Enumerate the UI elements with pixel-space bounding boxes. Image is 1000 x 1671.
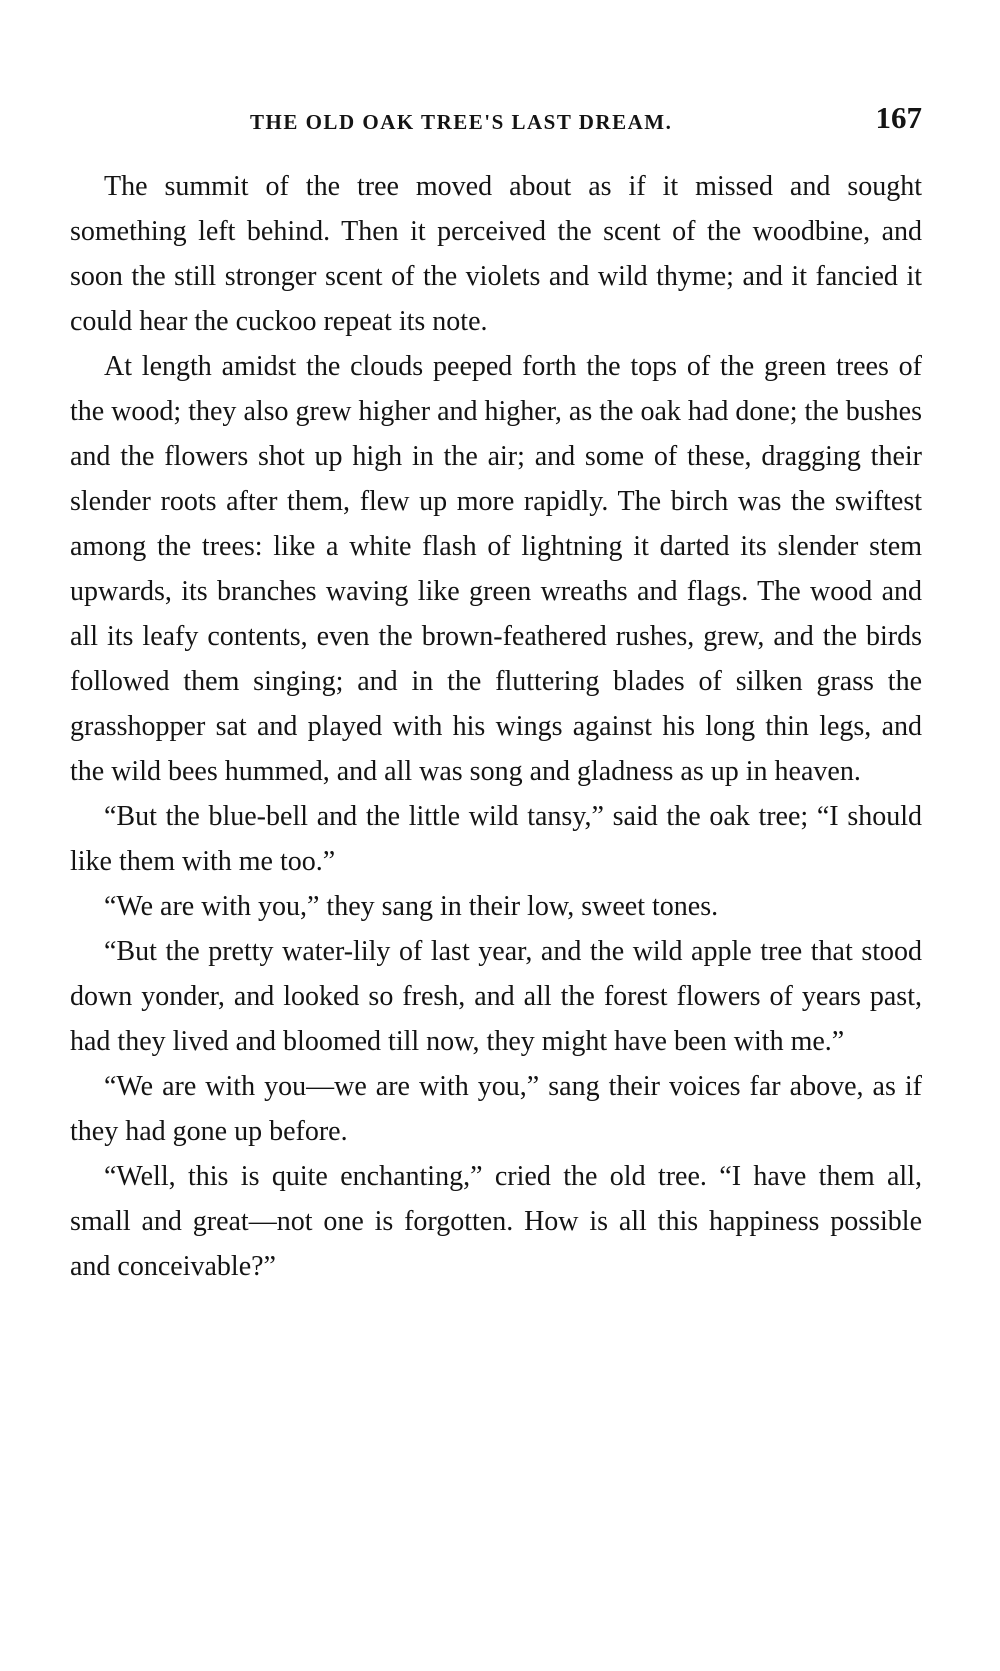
- paragraph: At length amidst the clouds peeped forth the tops of the green trees of the wood; they also grew higher and higher, as the oak had done; the bushes and the flowers shot up high in the air; and some of these, dragging their slender roots after them, flew up more rapidly. The birch was the swiftest among the trees: like a white flash of lightning it darted its slender stem upwards, its branches waving like green wreaths and flags. The wood and all its leafy contents, even the brown-feathered rushes, grew, and the birds followed them singing; and in the fluttering blades of silken grass the grasshopper sat and played with his wings against his long thin legs, and the wild bees hummed, and all was song and gladness as up in heaven.: [70, 351, 922, 787]
- body-text: [70, 164, 922, 1289]
- paragraph: “We are with you,” they sang in their low, sweet tones.: [104, 891, 719, 922]
- paragraph: The summit of the tree moved about as if it missed and sought something left behind. Then it perceived the scent of the woodbine, and soon the still stronger scent of the violets and wild thyme; and it fancied it could hear the cuckoo repeat its note.: [70, 171, 922, 337]
- running-title: THE OLD OAK TREE'S LAST DREAM.: [250, 110, 673, 134]
- paragraph: “But the pretty water-lily of last year, and the wild apple tree that stood down yonder, and looked so fresh, and all the forest flowers of years past, had they lived and bloomed till now, they might have been with me.”: [70, 936, 922, 1057]
- page-header: [70, 100, 922, 140]
- paragraph: “Well, this is quite enchanting,” cried the old tree. “I have them all, small and great—not one is forgotten. How is all this happiness possible and conceivable?”: [70, 1161, 922, 1282]
- paragraph: “We are with you—we are with you,” sang their voices far above, as if they had gone up before.: [70, 1071, 922, 1147]
- page-number: 167: [875, 100, 922, 135]
- paragraph: “But the blue-bell and the little wild tansy,” said the oak tree; “I should like them with me too.”: [70, 801, 922, 877]
